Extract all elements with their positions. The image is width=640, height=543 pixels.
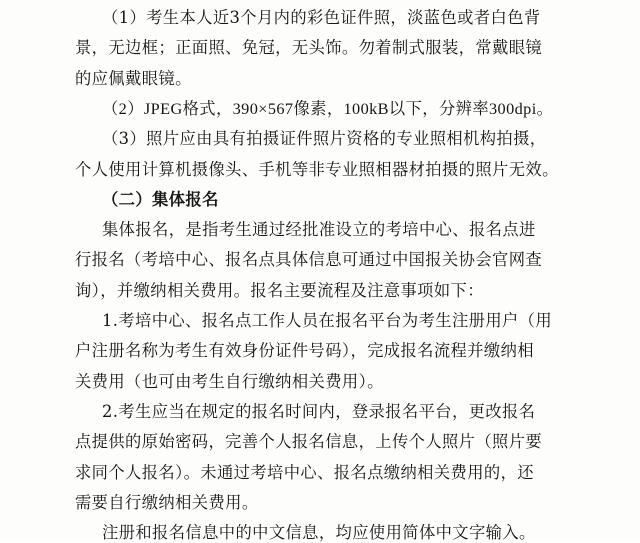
- text-line: 需要自行缴纳相关费用。: [75, 492, 259, 512]
- section-heading: （二）集体报名: [102, 189, 219, 209]
- text-line: 点提供的原始密码，完善个人报名信息，上传个人照片（照片要: [75, 432, 543, 452]
- text-line: 1.考培中心、报名点工作人员在报名平台为考生注册用户（用: [102, 311, 553, 330]
- text-line: 个人使用计算机摄像头、手机等非专业照相器材拍摄的照片无效。: [75, 159, 559, 179]
- text-line: 询），并缴纳相关费用。报名主要流程及注意事项如下：: [75, 280, 484, 300]
- text-line: 的应佩戴眼镜。: [75, 68, 192, 88]
- text-line: 2.考生应当在规定的报名时间内，登录报名平台，更改报名: [102, 401, 536, 421]
- text-line: 集体报名，是指考生通过经批准设立的考培中心、报名点进: [102, 220, 536, 240]
- text-line: 求同个人报名）。未通过考培中心、报名点缴纳相关费用的，还: [75, 462, 534, 482]
- text-line: （2）JPEG格式，390×567像素，100kB以下，分辨率300dpi。: [102, 98, 554, 118]
- text-line: 景，无边框；正面照、免冠，无头饰。勿着制式服装，常戴眼镜: [75, 38, 543, 58]
- text-line: 行报名（考培中心、报名点具体信息可通过中国报关协会官网查: [75, 250, 543, 270]
- text-line: 注册和报名信息中的中文信息，均应使用简体中文字输入。: [102, 523, 536, 543]
- text-line: 户注册名称为考生有效身份证件号码），完成报名流程并缴纳相: [75, 341, 534, 361]
- text-line: 关费用（也可由考生自行缴纳相关费用）。: [75, 371, 384, 391]
- text-line: （1）考生本人近3个月内的彩色证件照，淡蓝色或者白色背: [102, 8, 541, 27]
- text-line: （3）照片应由具有拍摄证件照片资格的专业照相机构拍摄，: [102, 129, 547, 149]
